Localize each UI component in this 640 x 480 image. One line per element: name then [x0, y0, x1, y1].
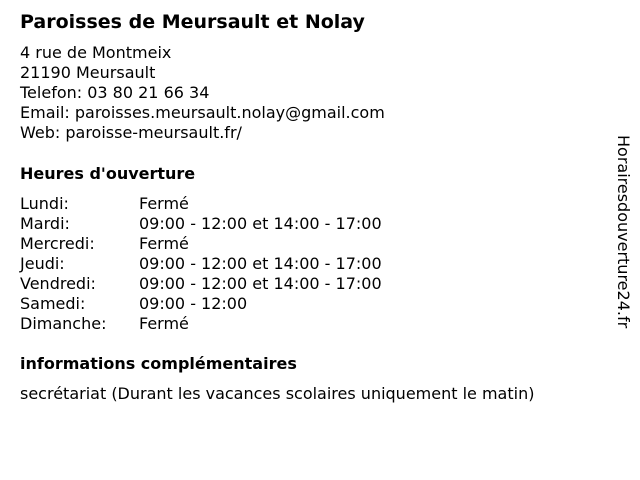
- brand-watermark: Horairesdouverture24.fr: [614, 135, 633, 329]
- hours-day: Lundi:: [20, 194, 69, 213]
- hours-table: [20, 194, 440, 334]
- info-text: secrétariat (Durant les vacances scolaires uniquement le matin): [20, 384, 535, 403]
- hours-row-vendredi: [20, 274, 440, 294]
- address-street: 4 rue de Montmeix: [20, 43, 172, 62]
- info-heading: informations complémentaires: [20, 354, 297, 373]
- hours-day: Vendredi:: [20, 274, 96, 293]
- hours-row-mercredi: [20, 234, 440, 254]
- hours-time: 09:00 - 12:00: [139, 294, 248, 313]
- address-city: 21190 Meursault: [20, 63, 156, 82]
- hours-heading: Heures d'ouverture: [20, 164, 196, 183]
- hours-day: Samedi:: [20, 294, 86, 313]
- address-block: [20, 43, 385, 143]
- hours-time: Fermé: [139, 194, 189, 213]
- hours-time: 09:00 - 12:00 et 14:00 - 17:00: [139, 214, 382, 233]
- hours-day: Dimanche:: [20, 314, 107, 333]
- hours-row-lundi: [20, 194, 440, 214]
- address-phone: Telefon: 03 80 21 66 34: [20, 83, 210, 102]
- hours-day: Mercredi:: [20, 234, 95, 253]
- hours-time: 09:00 - 12:00 et 14:00 - 17:00: [139, 274, 382, 293]
- hours-row-dimanche: [20, 314, 440, 334]
- address-web: Web: paroisse-meursault.fr/: [20, 123, 242, 142]
- hours-time: Fermé: [139, 314, 189, 333]
- address-email: Email: paroisses.meursault.nolay@gmail.com: [20, 103, 385, 122]
- hours-row-mardi: [20, 214, 440, 234]
- hours-time: 09:00 - 12:00 et 14:00 - 17:00: [139, 254, 382, 273]
- hours-day: Jeudi:: [20, 254, 65, 273]
- hours-time: Fermé: [139, 234, 189, 253]
- page-title: Paroisses de Meursault et Nolay: [20, 11, 365, 33]
- hours-row-jeudi: [20, 254, 440, 274]
- hours-row-samedi: [20, 294, 440, 314]
- hours-day: Mardi:: [20, 214, 70, 233]
